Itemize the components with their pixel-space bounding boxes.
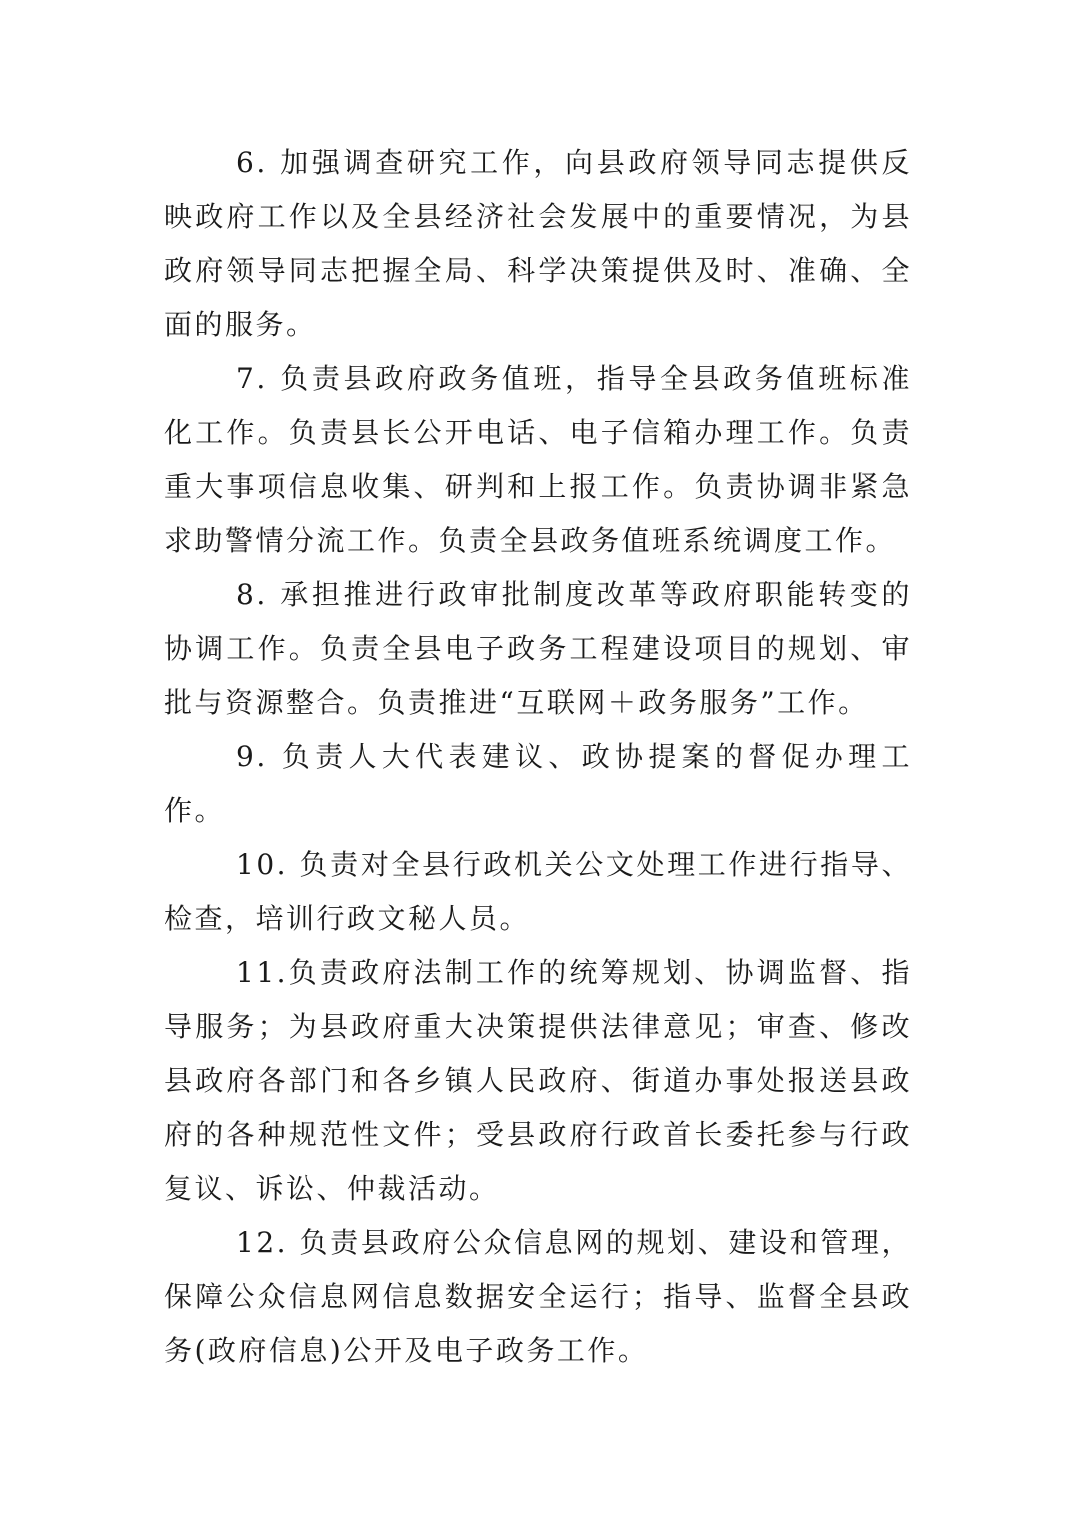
paragraph-item-10: 10. 负责对全县行政机关公文处理工作进行指导、检查，培训行政文秘人员。 [164,848,912,935]
paragraph-item-6: 6. 加强调查研究工作，向县政府领导同志提供反映政府工作以及全县经济社会发展中的重要情况，为县政府领导同志把握全局、科学决策提供及时、准确、全面的服务。 [164,146,912,341]
paragraph-item-9: 9. 负责人大代表建议、政协提案的督促办理工作。 [164,740,912,827]
paragraph-item-12: 12. 负责县政府公众信息网的规划、建设和管理，保障公众信息网信息数据安全运行；指导、监督全县政务(政府信息)公开及电子政务工作。 [164,1226,912,1367]
paragraph-item-8: 8. 承担推进行政审批制度改革等政府职能转变的协调工作。负责全县电子政务工程建设项目的规划、审批与资源整合。负责推进“互联网＋政务服务”工作。 [164,578,912,719]
paragraph-item-11: 11.负责政府法制工作的统筹规划、协调监督、指导服务；为县政府重大决策提供法律意见；审查、修改县政府各部门和各乡镇人民政府、街道办事处报送县政府的各种规范性文件；受县政府行政首长委托参与行政复议、诉讼、仲裁活动。 [164,956,912,1205]
paragraph-item-7: 7. 负责县政府政务值班，指导全县政务值班标准化工作。负责县长公开电话、电子信箱办理工作。负责重大事项信息收集、研判和上报工作。负责协调非紧急求助警情分流工作。负责全县政务值班系统调度工作。 [164,362,912,557]
document-body [164,136,912,1378]
